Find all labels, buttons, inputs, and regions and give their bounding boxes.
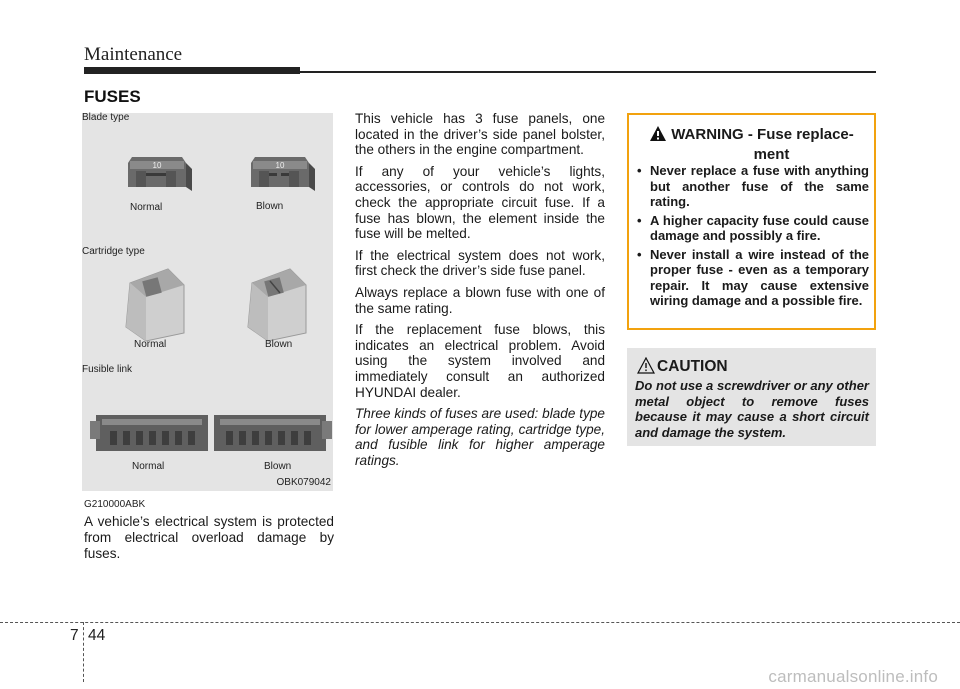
footer-divider [83, 622, 84, 682]
paragraph: Always replace a blown fuse with one of the same rating. [355, 284, 605, 316]
fusible-link-blown-image [210, 407, 332, 457]
warning-triangle-icon [649, 125, 667, 146]
warning-title [629, 125, 874, 163]
caution-title: CAUTION [657, 358, 728, 375]
blade-blown-rating: 10 [275, 161, 285, 170]
page-number: 44 [88, 627, 106, 644]
cartridge-fuse-normal-image [120, 263, 190, 343]
warning-item: • Never install a wire instead of the proper fuse - even as a temporary repair. It may cause extensive wiring damage and a possible fire. [637, 247, 869, 309]
fuse-types-figure [82, 113, 333, 491]
warning-item: • A higher capacity fuse could cause damage and possibly a fire. [637, 213, 869, 244]
figure-code: OBK079042 [276, 477, 331, 488]
warning-list [637, 163, 869, 312]
blade-normal-rating: 10 [152, 161, 162, 170]
section-title: FUSES [84, 87, 141, 106]
blade-type-label: Blade type [82, 112, 130, 123]
cartridge-fuse-blown-image [242, 263, 312, 343]
warning-box [627, 113, 876, 330]
page-header-title: Maintenance [84, 44, 183, 65]
cartridge-normal-caption: Normal [134, 339, 167, 350]
italic-note: Three kinds of fuses are used: blade type for lower amperage rating, cartridge type, and fusible link for higher amperage ratings. [355, 406, 605, 468]
fusible-normal-caption: Normal [132, 461, 165, 472]
caution-box [627, 348, 876, 446]
fusible-blown-caption: Blown [264, 461, 292, 472]
paragraph: This vehicle has 3 fuse panels, one located in the driver’s side panel bolster, the others in the engine compartment. [355, 111, 605, 158]
paragraph: If any of your vehicle’s lights, accessories, or controls do not work, check the appropriate circuit fuse. If a fuse has blown, the element inside the fuse will be melted. [355, 163, 605, 242]
cartridge-blown-caption: Blown [265, 339, 293, 350]
fusible-link-label: Fusible link [82, 364, 133, 375]
blade-blown-caption: Blown [256, 201, 284, 212]
warning-title-line1: WARNING - Fuse replace- [671, 126, 854, 143]
footer-rule [0, 622, 960, 623]
header-rule-thin [300, 71, 876, 73]
warning-title-line2: ment [753, 146, 790, 163]
body-text-column [355, 111, 605, 474]
warning-item: • Never replace a fuse with anything but another fuse of the same rating. [637, 163, 869, 210]
blade-normal-caption: Normal [130, 202, 163, 213]
watermark: carmanualsonline.info [768, 667, 938, 686]
fusible-link-normal-image [90, 407, 210, 457]
paragraph: If the electrical system does not work, first check the driver’s side fuse panel. [355, 247, 605, 279]
cartridge-type-label: Cartridge type [82, 246, 145, 257]
doc-code: G210000ABK [84, 499, 146, 510]
blade-fuse-normal-image [124, 151, 194, 201]
caution-text: Do not use a screwdriver or any other metal object to remove fuses because it may cause a short circuit and damage the system. [635, 378, 869, 440]
caution-triangle-icon [637, 357, 655, 379]
header-rule-thick [84, 67, 300, 74]
chapter-number: 7 [70, 627, 79, 644]
intro-paragraph: A vehicle’s electrical system is protected from electrical overload damage by fuses. [84, 514, 334, 561]
paragraph: If the replacement fuse blows, this indicates an electrical problem. Avoid using the system involved and immediately consult an authorized HYUNDAI dealer. [355, 322, 605, 400]
blade-fuse-blown-image [247, 151, 317, 201]
